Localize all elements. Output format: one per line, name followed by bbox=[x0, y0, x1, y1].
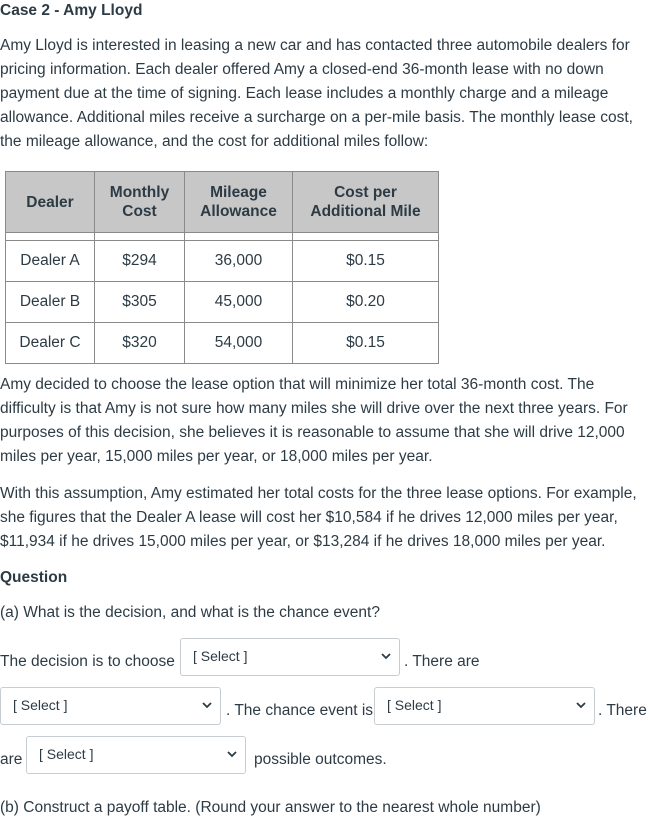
estimate-paragraph: With this assumption, Amy estimated her total costs for the three lease options. For example, she figures that the Dealer A lease will cost her $10,584 if he drives 12,000 miles per year, $11,934 if he drives 15,000 miles per year, or $13,284 if he drives 18,000 miles per year. bbox=[0, 485, 637, 550]
are-text: are bbox=[0, 751, 23, 768]
cell-extra: $0.15 bbox=[293, 241, 439, 282]
cell-allowance: 54,000 bbox=[185, 323, 293, 364]
chevron-down-icon bbox=[576, 700, 586, 710]
chevron-down-icon bbox=[227, 749, 237, 759]
header-monthly-cost: Monthly Cost bbox=[95, 172, 185, 233]
cell-monthly: $305 bbox=[95, 282, 185, 323]
table-spacer bbox=[6, 233, 439, 241]
part-a-question: (a) What is the decision, and what is the chance event? bbox=[0, 604, 380, 621]
cell-extra: $0.20 bbox=[293, 282, 439, 323]
chance-event-text: . The chance event is bbox=[226, 702, 374, 719]
select-value: [ Select ] bbox=[13, 697, 68, 713]
decision-count-select[interactable] bbox=[0, 687, 221, 725]
header-dealer: Dealer bbox=[6, 172, 95, 233]
intro-paragraph: Amy Lloyd is interested in leasing a new car and has contacted three automobile dealers for pricing information. Each dealer offered Amy a closed-end 36-month lease with no down payment due at the time of signing. Each lease includes a monthly charge and a mileage allowance. Additional miles receive a surcharge on a per-mile basis. The monthly lease cost, the mileage allowance, and the cost for additional miles follow: bbox=[0, 37, 633, 150]
table-row bbox=[6, 323, 439, 364]
outcomes-count-select[interactable] bbox=[26, 736, 246, 774]
there-text: . There bbox=[598, 702, 647, 719]
cell-monthly: $320 bbox=[95, 323, 185, 364]
chance-event-select[interactable] bbox=[374, 687, 595, 725]
cell-dealer: Dealer A bbox=[6, 241, 95, 282]
cell-allowance: 36,000 bbox=[185, 241, 293, 282]
possible-outcomes-text: possible outcomes. bbox=[254, 751, 387, 768]
cell-extra: $0.15 bbox=[293, 323, 439, 364]
select-value: [ Select ] bbox=[39, 746, 94, 762]
table-row bbox=[6, 241, 439, 282]
table-header-row bbox=[6, 172, 439, 233]
cell-monthly: $294 bbox=[95, 241, 185, 282]
header-mileage-allowance: Mileage Allowance bbox=[185, 172, 293, 233]
question-heading: Question bbox=[0, 569, 68, 586]
header-cost-per-additional-mile: Cost per Additional Mile bbox=[293, 172, 439, 233]
decision-paragraph: Amy decided to choose the lease option that will minimize her total 36-month cost. The difficulty is that Amy is not sure how many miles she will drive over the next three years. For purposes of this decision, she believes it is reasonable to assume that she will drive 12,000 miles per year, 15,000 miles per year, or 18,000 miles per year. bbox=[0, 376, 628, 465]
cell-dealer: Dealer B bbox=[6, 282, 95, 323]
cell-dealer: Dealer C bbox=[6, 323, 95, 364]
chevron-down-icon bbox=[202, 700, 212, 710]
cell-allowance: 45,000 bbox=[185, 282, 293, 323]
decision-select[interactable] bbox=[180, 638, 400, 676]
select-value: [ Select ] bbox=[193, 648, 248, 664]
case-title: Case 2 - Amy Lloyd bbox=[0, 2, 143, 19]
select-value: [ Select ] bbox=[387, 697, 442, 713]
part-b-question: (b) Construct a payoff table. (Round your answer to the nearest whole number) bbox=[0, 799, 541, 816]
table-row bbox=[6, 282, 439, 323]
decision-prefix-text: The decision is to choose bbox=[0, 653, 175, 670]
decision-suffix-text: . There are bbox=[404, 653, 480, 670]
lease-table bbox=[5, 171, 439, 364]
chevron-down-icon bbox=[381, 651, 391, 661]
